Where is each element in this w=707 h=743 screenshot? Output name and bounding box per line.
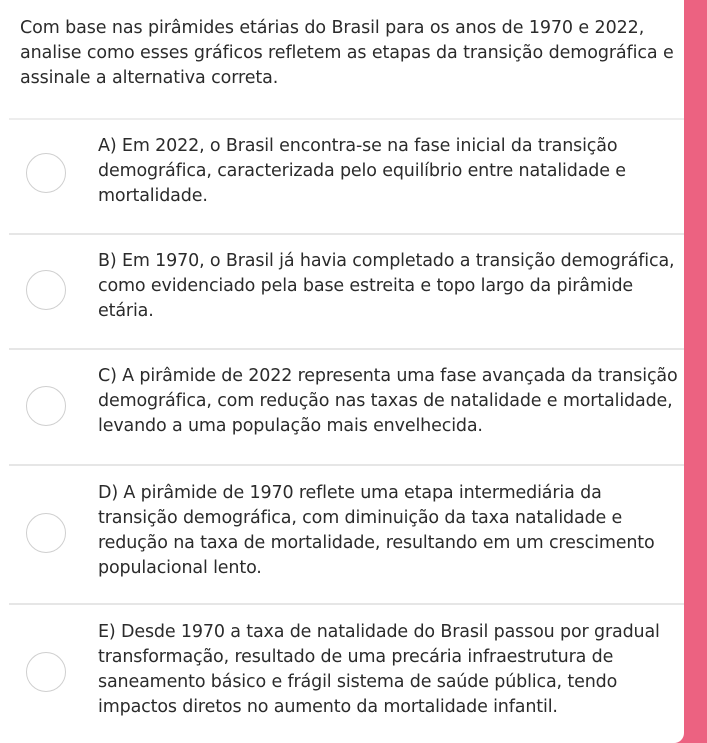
radio-option-c[interactable] [26, 386, 66, 426]
radio-option-d[interactable] [26, 513, 66, 553]
question-text: Com base nas pirâmides etárias do Brasil para os anos de 1970 e 2022, analise como esses gráficos refletem as etapas da transição demográfica e assinale a alternativa correta. [20, 18, 674, 88]
option-c-label: C) A pirâmide de 2022 representa uma fase avançada da transição demográfica, com redução nas taxas de natalidade e mortalidade, levando a uma população mais envelhecida. [98, 366, 678, 436]
option-b[interactable] [9, 233, 684, 348]
answer-options [9, 118, 684, 743]
option-d-label: D) A pirâmide de 1970 reflete uma etapa intermediária da transição demográfica, com diminuição da taxa natalidade e redução na taxa de mortalidade, resultando em um crescimento populacional lento. [98, 483, 655, 578]
radio-option-a[interactable] [26, 153, 66, 193]
option-a-label: A) Em 2022, o Brasil encontra-se na fase inicial da transição demográfica, caracterizada pelo equilíbrio entre natalidade e mortalidade. [98, 136, 626, 206]
option-e-label: E) Desde 1970 a taxa de natalidade do Brasil passou por gradual transformação, resultado de uma precária infraestrutura de saneamento básico e frágil sistema de saúde pública, tendo impactos diretos no aumento da mortalidade infantil. [98, 622, 660, 717]
radio-option-b[interactable] [26, 270, 66, 310]
option-e[interactable] [9, 603, 684, 743]
option-c[interactable] [9, 348, 684, 464]
option-d[interactable] [9, 464, 684, 603]
option-a[interactable] [9, 118, 684, 233]
option-b-label: B) Em 1970, o Brasil já havia completado a transição demográfica, como evidenciado pela base estreita e topo largo da pirâmide etária. [98, 251, 675, 321]
radio-option-e[interactable] [26, 652, 66, 692]
